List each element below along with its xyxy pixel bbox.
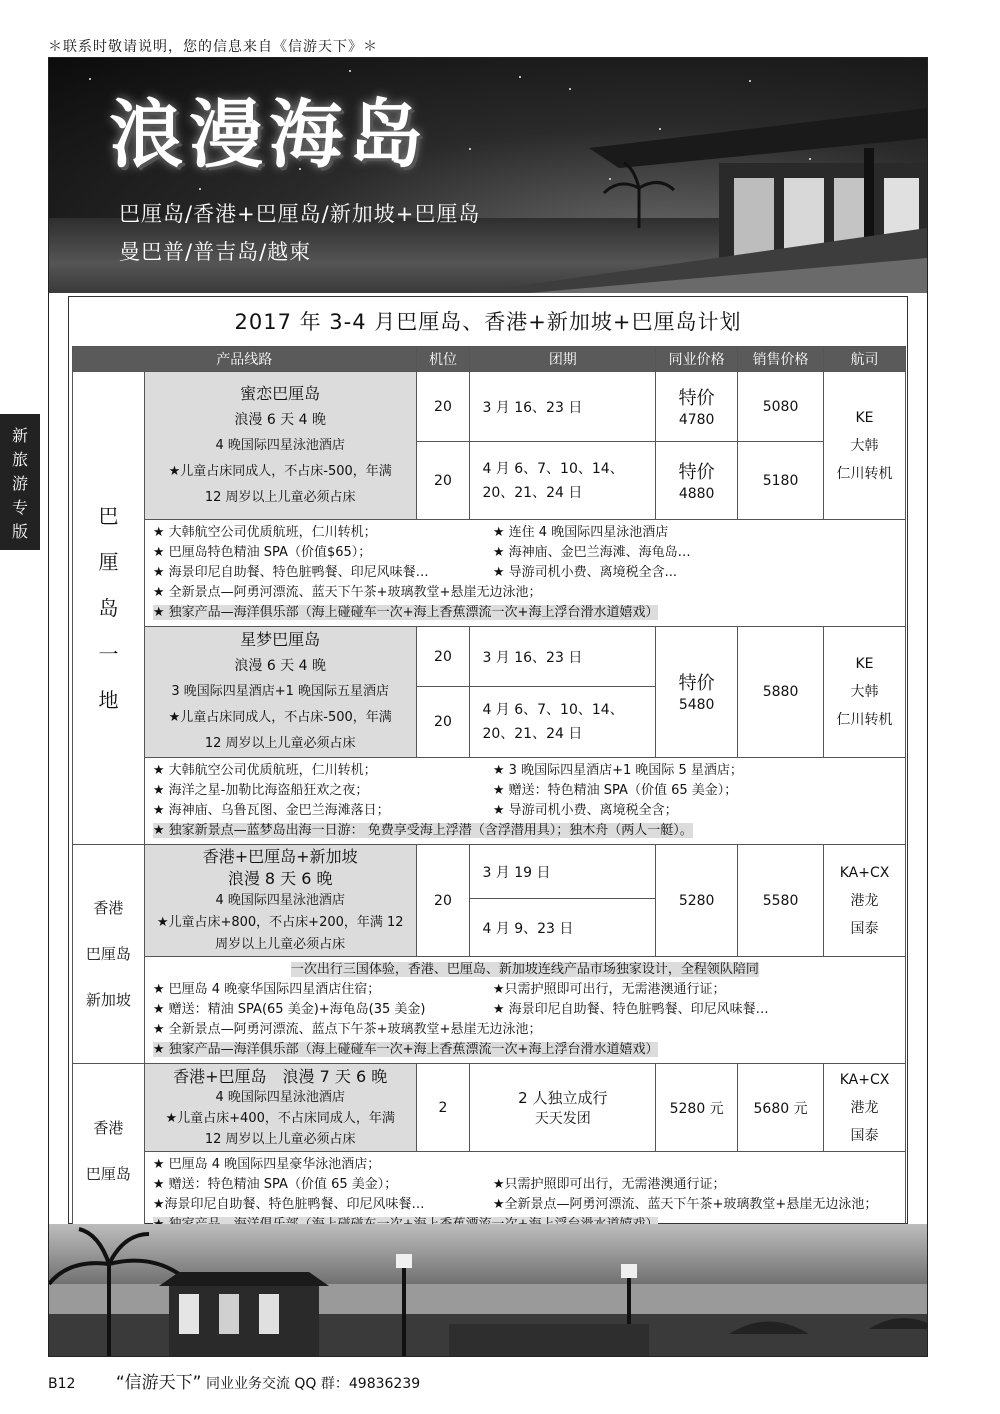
airline-cell: KA+CX 港龙 国泰 — [824, 1064, 906, 1152]
beach-scene — [49, 1224, 927, 1356]
trade-price-cell: 5280 元 — [656, 1064, 738, 1152]
header-dates: 团期 — [470, 347, 656, 372]
features-honeymoon-bali: ★ 大韩航空公司优质航班，仁川转机； ★ 连住 4 晚国际四星泳池酒店 ★ 巴厘岛特色精油 SPA（价值$65）； ★ 海神庙、金巴兰海滩、海龟岛… ★ 海景印尼自助餐、特色脏鸭餐、印尼风味餐… ★ 导游司机小费、离境税全含... ★ 全新景点—阿勇河漂流、蓝天下午茶+玻璃教堂+悬崖无边泳池； ★ 独家产品—海洋俱乐部（海上碰碰车一次+海上香蕉漂流一次+海上浮台滑水道嬉戏） — [144, 520, 905, 627]
sale-price-cell: 5180 — [738, 442, 824, 520]
plan-panel — [68, 296, 908, 1224]
footer-contact: 同业业务交流 QQ 群：49836239 — [205, 1376, 421, 1392]
sale-price-cell: 5580 — [738, 845, 824, 957]
features-row — [73, 758, 906, 845]
top-note: ＊联系时敬请说明，您的信息来自《信游天下》＊ — [48, 39, 378, 55]
seats-cell: 20 — [416, 845, 470, 957]
header-sale-price: 销售价格 — [738, 347, 824, 372]
side-tab-label: 新 旅 游 专 版 — [0, 414, 40, 550]
airline-cell: KE 大韩 仁川转机 — [824, 627, 906, 758]
region-hk-bali-sg: 香港 巴厘岛 新加坡 — [73, 845, 145, 1064]
dates-cell: 3 月 19 日 — [470, 845, 656, 899]
hero-destinations-2: 曼巴普/普吉岛/越柬 — [119, 240, 312, 264]
trade-price-cell: 特价 4780 — [656, 372, 738, 442]
hero-destinations-1: 巴厘岛/香港+巴厘岛/新加坡+巴厘岛 — [119, 202, 481, 226]
table-row — [73, 1064, 906, 1152]
region-hk-bali: 香港 巴厘岛 — [73, 1064, 145, 1239]
footer-brand: “信游天下” — [115, 1373, 202, 1393]
dates-cell: 4 月 6、7、10、14、20、21、24 日 — [470, 442, 656, 520]
trade-price-cell: 5280 — [656, 845, 738, 957]
airline-cell: KA+CX 港龙 国泰 — [824, 845, 906, 957]
header-route: 产品线路 — [73, 347, 417, 372]
header-trade-price: 同业价格 — [656, 347, 738, 372]
page-frame — [48, 57, 928, 1357]
table-row — [73, 627, 906, 687]
product-starry-bali: 星梦巴厘岛 浪漫 6 天 4 晚 3 晚国际四星酒店+1 晚国际五星酒店 ★儿童占床同成人，不占床-500，年满 12 周岁以上儿童必须占床 — [144, 627, 416, 758]
product-hk-bali: 香港+巴厘岛 浪漫 7 天 6 晚 4 晚国际四星泳池酒店 ★儿童占床+400，不占床同成人，年满 12 周岁以上儿童必须占床 — [144, 1064, 416, 1152]
features-starry-bali: ★ 大韩航空公司优质航班，仁川转机； ★ 3 晚国际四星酒店+1 晚国际 5 星酒店； ★ 海洋之星-加勒比海盗船狂欢之夜； ★ 赠送：特色精油 SPA（价值 65 美金）； ★ 海神庙、乌鲁瓦图、金巴兰海滩落日； ★ 导游司机小费、离境税全含； ★ 独家新景点—蓝梦岛出海一日游： 免费享受海上浮潜（含浮潜用具）；独木舟（两人一艇）。 — [144, 758, 905, 845]
seats-cell: 20 — [416, 627, 470, 687]
product-table — [72, 346, 906, 1239]
sale-price-cell: 5680 元 — [738, 1064, 824, 1152]
airline-cell: KE 大韩 仁川转机 — [824, 372, 906, 520]
dates-cell: 2 人独立成行 天天发团 — [470, 1064, 656, 1152]
features-row — [73, 957, 906, 1064]
beach-photo — [49, 1224, 927, 1356]
region-bali: 巴 厘 岛 一 地 — [73, 372, 145, 845]
trade-price-cell: 特价 5480 — [656, 627, 738, 758]
product-hk-bali-sg: 香港+巴厘岛+新加坡 浪漫 8 天 6 晚 4 晚国际四星泳池酒店 ★儿童占床+800，不占床+200，年满 12 周岁以上儿童必须占床 — [144, 845, 416, 957]
hero-banner — [49, 58, 927, 293]
dates-cell: 3 月 16、23 日 — [470, 627, 656, 687]
sale-price-cell: 5880 — [738, 627, 824, 758]
sale-price-cell: 5080 — [738, 372, 824, 442]
seats-cell: 2 — [416, 1064, 470, 1152]
table-row — [73, 372, 906, 442]
page-footer — [48, 1368, 420, 1393]
seats-cell: 20 — [416, 372, 470, 442]
dates-cell: 4 月 9、23 日 — [470, 899, 656, 957]
header-airline: 航司 — [824, 347, 906, 372]
product-honeymoon-bali: 蜜恋巴厘岛 浪漫 6 天 4 晚 4 晚国际四星泳池酒店 ★儿童占床同成人，不占床-500，年满 12 周岁以上儿童必须占床 — [144, 372, 416, 520]
header-seats: 机位 — [416, 347, 470, 372]
dates-cell: 4 月 6、7、10、14、20、21、24 日 — [470, 687, 656, 758]
seats-cell: 20 — [416, 442, 470, 520]
table-row — [73, 845, 906, 899]
table-header — [73, 347, 906, 372]
villa-illustration — [469, 108, 927, 293]
page-number: B12 — [48, 1376, 76, 1392]
features-hk-bali: ★ 巴厘岛 4 晚国际四星豪华泳池酒店； ★ 赠送：特色精油 SPA（价值 65 美金）； ★只需护照即可出行，无需港澳通行证； ★海景印尼自助餐、特色脏鸭餐、印尼风味餐… ★全新景点—阿勇河漂流、蓝天下午茶+玻璃教堂+悬崖无边泳池； — [144, 1152, 905, 1239]
features-hk-bali-sg: 一次出行三国体验，香港、巴厘岛、新加坡连线产品市场独家设计，全程领队陪同 ★ 巴厘岛 4 晚豪华国际四星酒店住宿； ★只需护照即可出行，无需港澳通行证； ★ 赠送：精油 SPA(65 美金)+海龟岛(35 美金) ★ 海景印尼自助餐、特色脏鸭餐、印尼风味餐… ★ 全新景点—阿勇河漂流、蓝点下午茶+玻璃教堂+悬崖无边泳池； ★ 独家产品—海洋俱乐部（海上碰碰车一次+海上香蕉漂流一次+海上浮台滑水道嬉戏） — [144, 957, 905, 1064]
plan-title: 2017 年 3-4 月巴厘岛、香港+新加坡+巴厘岛计划 — [234, 310, 742, 334]
features-row — [73, 520, 906, 627]
dates-cell: 3 月 16、23 日 — [470, 372, 656, 442]
seats-cell: 20 — [416, 687, 470, 758]
hero-title: 浪漫海岛 — [109, 92, 429, 178]
trade-price-cell: 特价 4880 — [656, 442, 738, 520]
